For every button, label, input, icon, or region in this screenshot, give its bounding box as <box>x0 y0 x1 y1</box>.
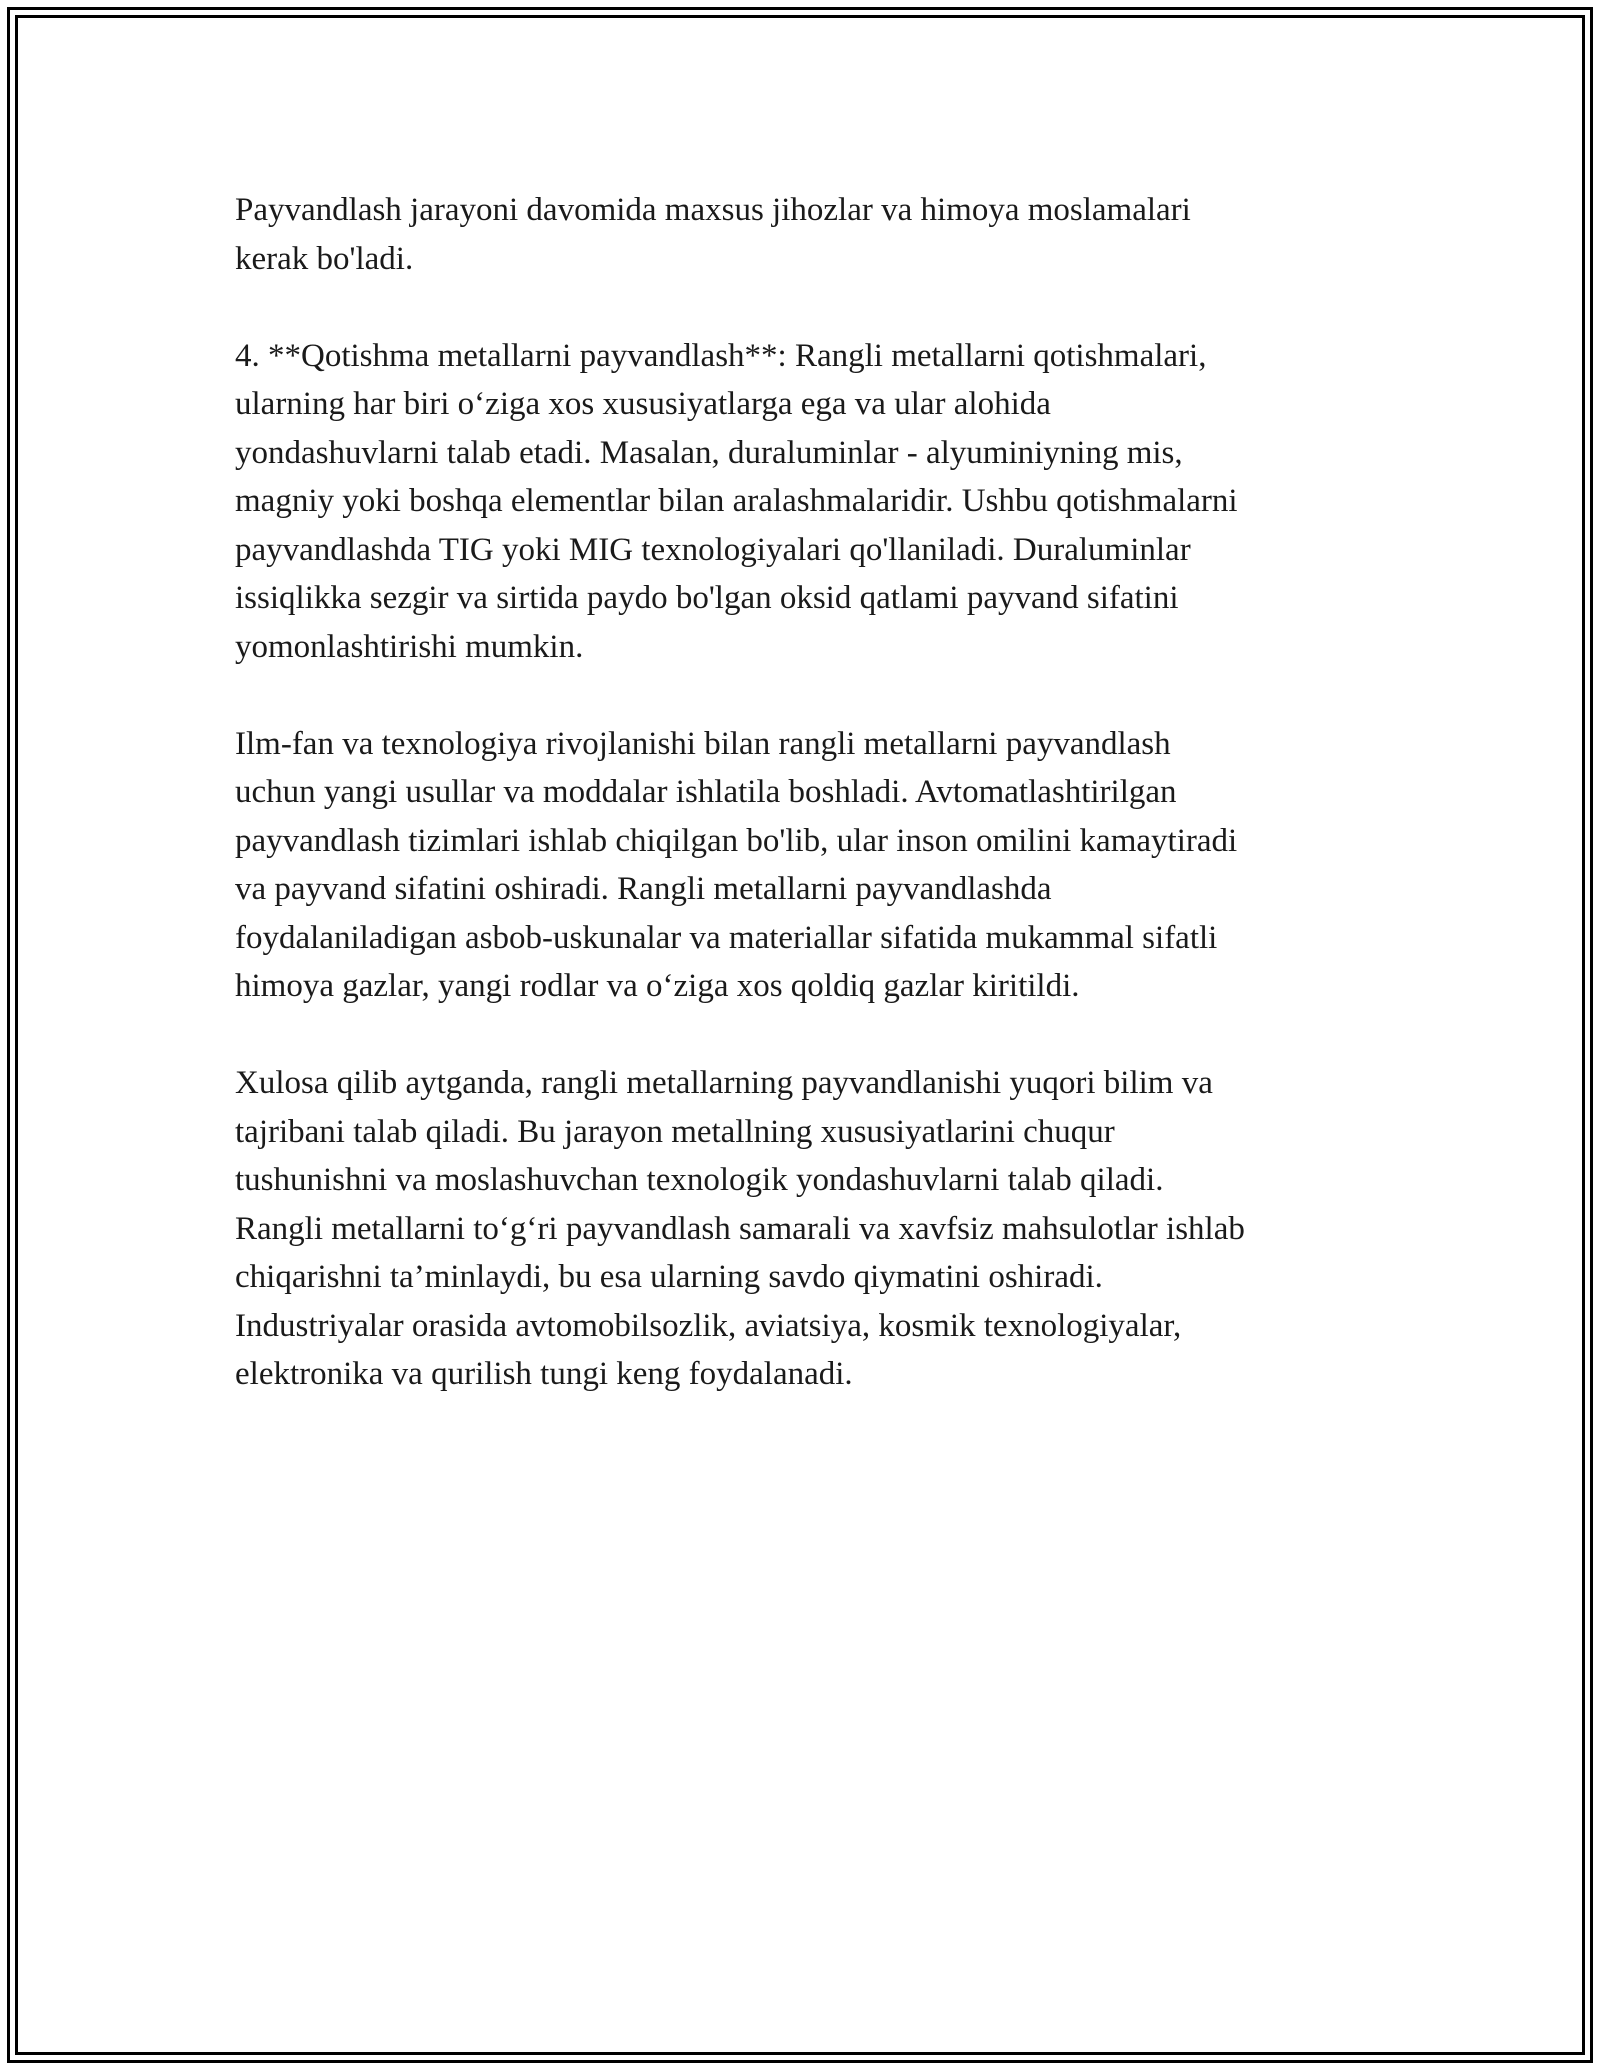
text-line: tajribani talab qiladi. Bu jarayon metallning xususiyatlarini chuqur <box>235 1113 1115 1150</box>
text-line: yomonlashtirishi mumkin. <box>235 628 584 665</box>
text-line: magniy yoki boshqa elementlar bilan aralashmalaridir. Ushbu qotishmalarni <box>235 483 1238 519</box>
text-line: tushunishni va moslashuvchan texnologik yondashuvlarni talab qiladi. <box>235 1162 1164 1198</box>
text-line: Industriyalar orasida avtomobilsozlik, aviatsiya, kosmik texnologiyalar, <box>235 1307 1182 1344</box>
text-line: va payvand sifatini oshiradi. Rangli metallarni payvandlashda <box>235 871 1052 907</box>
paragraph-science-technology <box>235 720 1375 1011</box>
text-line: himoya gazlar, yangi rodlar va o‘ziga xos qoldiq gazlar kiritildi. <box>235 968 1080 1004</box>
text-line: yondashuvlarni talab etadi. Masalan, duraluminlar - alyuminiyning mis, <box>235 434 1183 471</box>
text-line: ularning har biri o‘ziga xos xususiyatlarga ega va ular alohida <box>235 386 1051 422</box>
text-line: Payvandlash jarayoni davomida maxsus jihozlar va himoya moslamalari <box>235 192 1191 228</box>
paragraph-conclusion <box>235 1059 1375 1399</box>
document-body <box>235 186 1375 1447</box>
text-line: payvandlash tizimlari ishlab chiqilgan bo'lib, ular inson omilini kamaytiradi <box>235 822 1238 859</box>
text-line: 4. **Qotishma metallarni payvandlash**: Rangli metallarni qotishmalari, <box>235 337 1207 374</box>
text-line: kerak bo'ladi. <box>235 240 414 277</box>
text-line: uchun yangi usullar va moddalar ishlatila boshladi. Avtomatlashtirilgan <box>235 774 1177 810</box>
paragraph-intro <box>235 186 1375 283</box>
text-line: elektronika va qurilish tungi keng foydalanadi. <box>235 1356 853 1392</box>
text-line: Xulosa qilib aytganda, rangli metallarning payvandlanishi yuqori bilim va <box>235 1065 1213 1101</box>
text-line: payvandlashda TIG yoki MIG texnologiyalari qo'llaniladi. Duraluminlar <box>235 531 1191 568</box>
text-line: chiqarishni ta’minlaydi, bu esa ularning savdo qiymatini oshiradi. <box>235 1259 1103 1295</box>
text-line: issiqlikka sezgir va sirtida paydo bo'lgan oksid qatlami payvand sifatini <box>235 580 1179 616</box>
text-line: Rangli metallarni to‘g‘ri payvandlash samarali va xavfsiz mahsulotlar ishlab <box>235 1210 1245 1247</box>
text-line: Ilm-fan va texnologiya rivojlanishi bilan rangli metallarni payvandlash <box>235 725 1171 762</box>
paragraph-alloy-welding <box>235 332 1375 672</box>
text-line: foydalaniladigan asbob-uskunalar va materiallar sifatida mukammal sifatli <box>235 919 1218 956</box>
